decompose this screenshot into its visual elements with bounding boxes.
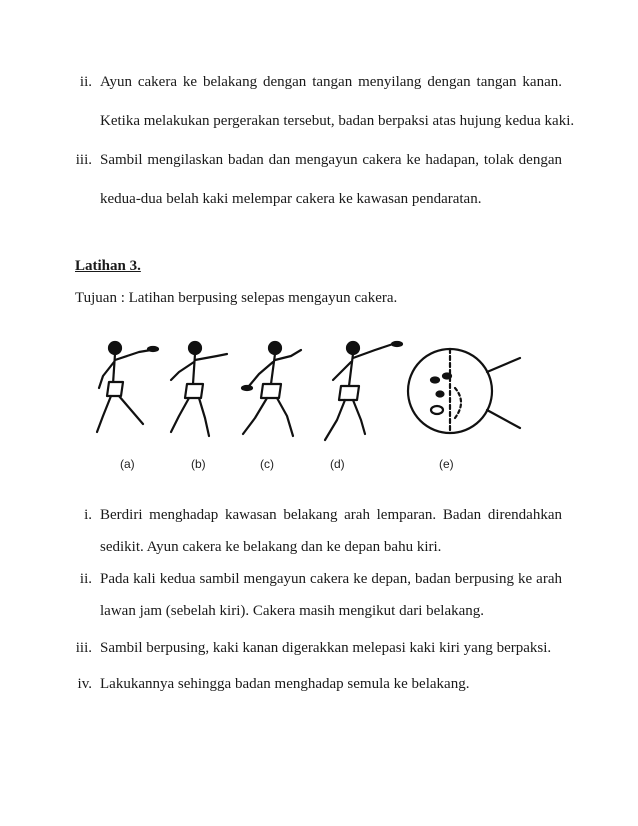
- discus-throw-figure: [95, 336, 525, 476]
- item-number: iii.: [75, 640, 92, 656]
- item-line: sedikit. Ayun cakera ke belakang dan ke depan bahu kiri.: [100, 539, 442, 555]
- item-line: lawan jam (sebelah kiri). Cakera masih mengikut dari belakang.: [100, 603, 485, 619]
- item-line: Pada kali kedua sambil mengayun cakera ke depan, badan berpusing ke arah: [100, 571, 562, 587]
- item-number: ii.: [79, 571, 92, 587]
- athlete-figure-d: [325, 342, 402, 440]
- figure-label-c: (c): [260, 457, 274, 471]
- item-line: kedua-dua belah kaki melempar cakera ke kawasan pendaratan.: [100, 191, 482, 207]
- athlete-figure-a: [97, 342, 158, 432]
- item-line: Sambil mengilaskan badan dan mengayun cakera ke hadapan, tolak dengan: [100, 152, 562, 168]
- item-number: ii.: [79, 74, 92, 90]
- figure-label-b: (b): [191, 457, 206, 471]
- throwing-circle-diagram: [408, 349, 520, 433]
- item-line: Berdiri menghadap kawasan belakang arah lemparan. Badan direndahkan: [100, 507, 562, 523]
- figure-label-d: (d): [330, 457, 345, 471]
- item-line: Ketika melakukan pergerakan tersebut, badan berpaksi atas hujung kedua kaki.: [100, 113, 575, 129]
- item-line: Sambil berpusing, kaki kanan digerakkan melepasi kaki kiri yang berpaksi.: [100, 640, 552, 656]
- item-line: Ayun cakera ke belakang dengan tangan menyilang dengan tangan kanan.: [100, 74, 562, 90]
- section-objective: Tujuan : Latihan berpusing selepas mengayun cakera.: [75, 290, 398, 306]
- item-number: iii.: [75, 152, 92, 168]
- item-line: Lakukannya sehingga badan menghadap semula ke belakang.: [100, 676, 470, 692]
- item-number: iv.: [77, 676, 92, 692]
- figure-label-a: (a): [120, 457, 135, 471]
- item-number: i.: [84, 507, 92, 523]
- figure-drawing: [95, 336, 525, 456]
- figure-label-e: (e): [439, 457, 454, 471]
- section-heading: Latihan 3.: [75, 258, 141, 274]
- athlete-figure-c: [242, 342, 301, 436]
- athlete-figure-b: [171, 342, 227, 436]
